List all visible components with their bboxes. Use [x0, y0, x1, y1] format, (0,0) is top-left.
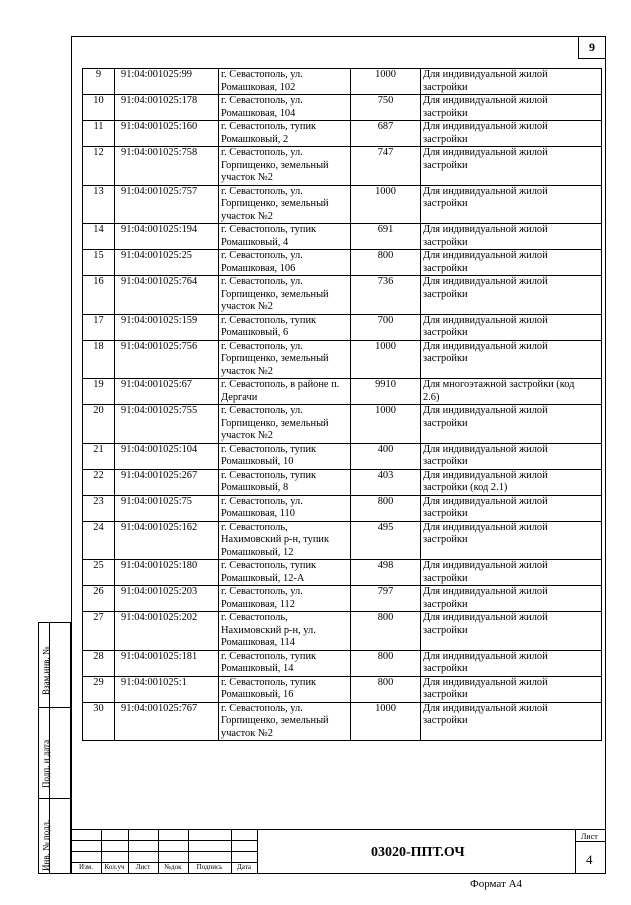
cell-addr: г. Севастополь, ул. Горпищенко, земельный участок №2 [219, 702, 351, 741]
cell-area: 700 [351, 314, 421, 340]
land-plots-table [82, 68, 602, 741]
cell-use: Для индивидуальной жилой застройки [421, 69, 602, 95]
cell-addr: г. Севастополь, ул. Ромашковая, 110 [219, 495, 351, 521]
table-row [83, 121, 602, 147]
table-row [83, 276, 602, 315]
cell-area: 687 [351, 121, 421, 147]
table-row [83, 185, 602, 224]
cell-area: 800 [351, 612, 421, 651]
cell-area: 1000 [351, 185, 421, 224]
title-block [71, 829, 606, 874]
cell-use: Для индивидуальной жилой застройки [421, 147, 602, 186]
cell-num: 11 [83, 121, 115, 147]
cell-addr: г. Севастополь, тупик Ромашковый, 6 [219, 314, 351, 340]
table-row [83, 676, 602, 702]
cell-cad: 91:04:001025:160 [115, 121, 219, 147]
cell-num: 13 [83, 185, 115, 224]
cell-use: Для индивидуальной жилой застройки [421, 340, 602, 379]
tb-label-izm: Изм. [79, 863, 93, 871]
cell-addr: г. Севастополь, ул. Ромашковая, 102 [219, 69, 351, 95]
cell-addr: г. Севастополь, тупик Ромашковый, 12-А [219, 560, 351, 586]
cell-use: Для индивидуальной жилой застройки [421, 276, 602, 315]
cell-use: Для индивидуальной жилой застройки [421, 314, 602, 340]
cell-addr: г. Севастополь, тупик Ромашковый, 16 [219, 676, 351, 702]
cell-area: 498 [351, 560, 421, 586]
cell-addr: г. Севастополь, ул. Ромашковая, 104 [219, 95, 351, 121]
cell-area: 1000 [351, 702, 421, 741]
page-number: 9 [578, 37, 605, 59]
cell-cad: 91:04:001025:202 [115, 612, 219, 651]
cell-use: Для индивидуальной жилой застройки [421, 185, 602, 224]
cell-cad: 91:04:001025:180 [115, 560, 219, 586]
cell-use: Для индивидуальной жилой застройки [421, 224, 602, 250]
sheet-number: 4 [586, 852, 593, 867]
cell-num: 25 [83, 560, 115, 586]
table-row [83, 250, 602, 276]
cell-cad: 91:04:001025:267 [115, 469, 219, 495]
cell-use: Для многоэтажной застройки (код 2.6) [421, 379, 602, 405]
cell-use: Для индивидуальной жилой застройки (код 2.1) [421, 469, 602, 495]
cell-addr: г. Севастополь, ул. Горпищенко, земельный участок №2 [219, 276, 351, 315]
tb-label-kol: Кол.уч [104, 863, 125, 871]
cell-cad: 91:04:001025:104 [115, 443, 219, 469]
table-row [83, 69, 602, 95]
cell-num: 27 [83, 612, 115, 651]
cell-use: Для индивидуальной жилой застройки [421, 495, 602, 521]
cell-area: 800 [351, 650, 421, 676]
cell-addr: г. Севастополь, Нахимовский р-н, тупик Ромашковый, 12 [219, 521, 351, 560]
cell-use: Для индивидуальной жилой застройки [421, 586, 602, 612]
cell-cad: 91:04:001025:1 [115, 676, 219, 702]
cell-num: 9 [83, 69, 115, 95]
cell-area: 9910 [351, 379, 421, 405]
cell-addr: г. Севастополь, тупик Ромашковый, 8 [219, 469, 351, 495]
table-row [83, 469, 602, 495]
side-stamp-podp: Подп. и дата [41, 739, 51, 788]
table-row [83, 95, 602, 121]
cell-addr: г. Севастополь, тупик Ромашковый, 4 [219, 224, 351, 250]
cell-addr: г. Севастополь, в районе п. Дергачи [219, 379, 351, 405]
table-row [83, 405, 602, 444]
table-row [83, 443, 602, 469]
cell-num: 19 [83, 379, 115, 405]
cell-addr: г. Севастополь, ул. Горпищенко, земельный участок №2 [219, 405, 351, 444]
cell-addr: г. Севастополь, тупик Ромашковый, 14 [219, 650, 351, 676]
tb-label-list: Лист [135, 863, 151, 871]
cell-area: 400 [351, 443, 421, 469]
cell-addr: г. Севастополь, ул. Горпищенко, земельный участок №2 [219, 340, 351, 379]
table-row [83, 521, 602, 560]
cell-addr: г. Севастополь, ул. Ромашковая, 112 [219, 586, 351, 612]
cell-num: 26 [83, 586, 115, 612]
cell-use: Для индивидуальной жилой застройки [421, 702, 602, 741]
cell-use: Для индивидуальной жилой застройки [421, 250, 602, 276]
cell-cad: 91:04:001025:757 [115, 185, 219, 224]
cell-use: Для индивидуальной жилой застройки [421, 521, 602, 560]
cell-use: Для индивидуальной жилой застройки [421, 121, 602, 147]
table-row [83, 224, 602, 250]
cell-area: 797 [351, 586, 421, 612]
cell-area: 1000 [351, 69, 421, 95]
table-row [83, 379, 602, 405]
table-row [83, 702, 602, 741]
cell-num: 10 [83, 95, 115, 121]
table-row [83, 650, 602, 676]
cell-cad: 91:04:001025:162 [115, 521, 219, 560]
cell-num: 18 [83, 340, 115, 379]
cell-addr: г. Севастополь, Нахимовский р-н, ул. Ромашковая, 114 [219, 612, 351, 651]
cell-cad: 91:04:001025:755 [115, 405, 219, 444]
cell-area: 403 [351, 469, 421, 495]
cell-area: 750 [351, 95, 421, 121]
cell-cad: 91:04:001025:764 [115, 276, 219, 315]
cell-cad: 91:04:001025:767 [115, 702, 219, 741]
cell-use: Для индивидуальной жилой застройки [421, 612, 602, 651]
table-row [83, 495, 602, 521]
cell-cad: 91:04:001025:756 [115, 340, 219, 379]
cell-num: 16 [83, 276, 115, 315]
cell-num: 28 [83, 650, 115, 676]
side-stamp [38, 622, 71, 874]
cell-addr: г. Севастополь, тупик Ромашковый, 10 [219, 443, 351, 469]
document-code: 03020-ППТ.ОЧ [371, 845, 465, 860]
cell-num: 29 [83, 676, 115, 702]
cell-area: 1000 [351, 405, 421, 444]
cell-area: 736 [351, 276, 421, 315]
cell-use: Для индивидуальной жилой застройки [421, 650, 602, 676]
cell-area: 495 [351, 521, 421, 560]
side-stamp-inv: Инв. № подл. [41, 819, 51, 871]
cell-num: 15 [83, 250, 115, 276]
cell-use: Для индивидуальной жилой застройки [421, 443, 602, 469]
cell-cad: 91:04:001025:25 [115, 250, 219, 276]
cell-cad: 91:04:001025:203 [115, 586, 219, 612]
cell-cad: 91:04:001025:67 [115, 379, 219, 405]
cell-cad: 91:04:001025:159 [115, 314, 219, 340]
cell-use: Для индивидуальной жилой застройки [421, 405, 602, 444]
cell-addr: г. Севастополь, ул. Горпищенко, земельный участок №2 [219, 185, 351, 224]
cell-addr: г. Севастополь, ул. Ромашковая, 106 [219, 250, 351, 276]
cell-num: 22 [83, 469, 115, 495]
cell-use: Для индивидуальной жилой застройки [421, 560, 602, 586]
tb-label-ndok: №док [164, 863, 182, 871]
table-row [83, 147, 602, 186]
table-row [83, 340, 602, 379]
cell-cad: 91:04:001025:758 [115, 147, 219, 186]
tb-label-podpis: Подпись [196, 863, 223, 871]
cell-area: 747 [351, 147, 421, 186]
cell-use: Для индивидуальной жилой застройки [421, 676, 602, 702]
cell-area: 1000 [351, 340, 421, 379]
cell-cad: 91:04:001025:178 [115, 95, 219, 121]
cell-num: 24 [83, 521, 115, 560]
cell-num: 12 [83, 147, 115, 186]
cell-area: 800 [351, 676, 421, 702]
format-label: Формат А4 [470, 878, 523, 890]
side-stamp-vzam: Взам.инв. № [41, 646, 51, 695]
cell-num: 20 [83, 405, 115, 444]
cell-area: 691 [351, 224, 421, 250]
tb-label-data: Дата [237, 863, 251, 871]
cell-num: 14 [83, 224, 115, 250]
cell-cad: 91:04:001025:181 [115, 650, 219, 676]
sheet-label: Лист [581, 832, 598, 841]
table-row [83, 612, 602, 651]
table-row [83, 560, 602, 586]
cell-num: 21 [83, 443, 115, 469]
cell-num: 23 [83, 495, 115, 521]
cell-num: 17 [83, 314, 115, 340]
cell-cad: 91:04:001025:194 [115, 224, 219, 250]
cell-use: Для индивидуальной жилой застройки [421, 95, 602, 121]
cell-cad: 91:04:001025:99 [115, 69, 219, 95]
cell-addr: г. Севастополь, ул. Горпищенко, земельный участок №2 [219, 147, 351, 186]
cell-num: 30 [83, 702, 115, 741]
table-row [83, 586, 602, 612]
cell-area: 800 [351, 495, 421, 521]
table-row [83, 314, 602, 340]
cell-cad: 91:04:001025:75 [115, 495, 219, 521]
cell-area: 800 [351, 250, 421, 276]
cell-addr: г. Севастополь, тупик Ромашковый, 2 [219, 121, 351, 147]
